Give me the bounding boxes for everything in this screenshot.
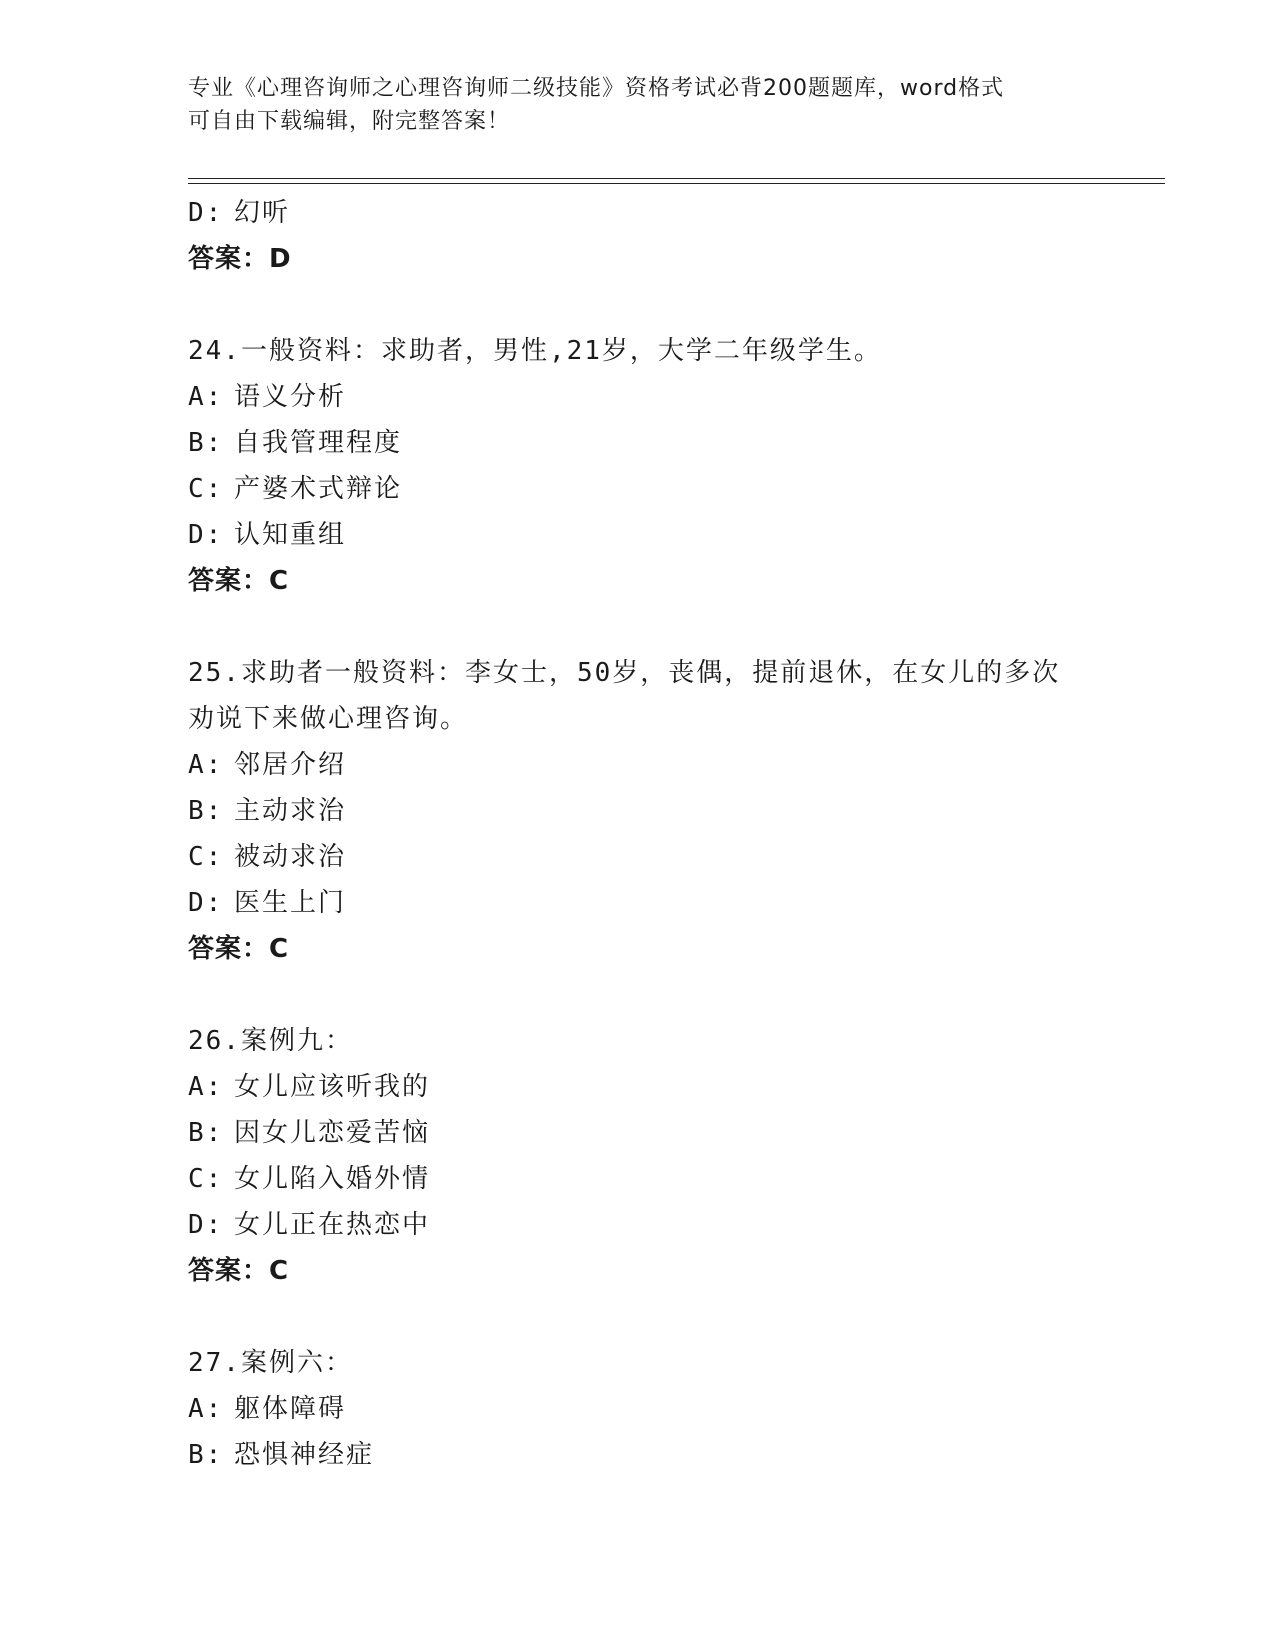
option-b	[188, 420, 1148, 466]
option-b	[188, 788, 1148, 834]
question-24	[188, 328, 1148, 604]
option-letter: A:	[188, 1072, 224, 1102]
option-letter: B:	[188, 1440, 224, 1470]
option-letter: D:	[188, 1210, 224, 1240]
option-letter: C:	[188, 842, 224, 872]
option-text: 被动求治	[234, 842, 347, 872]
option-letter: B:	[188, 428, 224, 458]
spacer	[188, 604, 1148, 650]
option-text: 主动求治	[234, 796, 347, 826]
answer-line: 答案：C	[188, 566, 290, 596]
option-b	[188, 1110, 1148, 1156]
option-text: 女儿应该听我的	[234, 1072, 431, 1102]
option-letter: D:	[188, 198, 224, 228]
option-d	[188, 1202, 1148, 1248]
option-text: 医生上门	[234, 888, 347, 918]
option-text: 女儿陷入婚外情	[234, 1164, 431, 1194]
question-list	[188, 190, 1148, 1478]
option-text: 女儿正在热恋中	[234, 1210, 431, 1240]
question-text: 26.案例九：	[188, 1026, 353, 1056]
document-header	[188, 72, 1088, 138]
option-letter: A:	[188, 1394, 224, 1424]
option-d	[188, 880, 1148, 926]
header-title-line2: 可自由下载编辑，附完整答案！	[188, 109, 511, 134]
option-text: 躯体障碍	[234, 1394, 347, 1424]
spacer	[188, 282, 1148, 328]
question-text: 24.一般资料：求助者，男性,21岁，大学二年级学生。	[188, 336, 882, 366]
option-letter: D:	[188, 520, 224, 550]
answer-line: 答案：C	[188, 1256, 290, 1286]
header-divider-bottom	[188, 183, 1165, 184]
option-a	[188, 1064, 1148, 1110]
option-text: 认知重组	[234, 520, 347, 550]
spacer	[188, 972, 1148, 1018]
question-text	[188, 650, 1088, 742]
option-a	[188, 1386, 1148, 1432]
question-27	[188, 1340, 1148, 1478]
option-letter: C:	[188, 474, 224, 504]
header-title-line1: 专业《心理咨询师之心理咨询师二级技能》资格考试必背200题题库，word格式	[188, 76, 1005, 101]
option-a	[188, 374, 1148, 420]
question-26	[188, 1018, 1148, 1294]
option-letter: A:	[188, 750, 224, 780]
question-text-line2: 劝说下来做心理咨询。	[188, 704, 469, 734]
option-text: 幻听	[234, 198, 291, 228]
option-b	[188, 1432, 1148, 1478]
option-text: 邻居介绍	[234, 750, 347, 780]
option-c	[188, 834, 1148, 880]
option-letter: A:	[188, 382, 224, 412]
option-letter: C:	[188, 1164, 224, 1194]
question-text-line1: 25.求助者一般资料：李女士，50岁，丧偶，提前退休，在女儿的多次	[188, 658, 1061, 688]
option-letter: B:	[188, 796, 224, 826]
option-letter: D:	[188, 888, 224, 918]
option-d	[188, 512, 1148, 558]
option-text: 产婆术式辩论	[234, 474, 403, 504]
option-text: 自我管理程度	[234, 428, 403, 458]
option-text: 恐惧神经症	[234, 1440, 375, 1470]
header-divider-top	[188, 178, 1165, 179]
option-c	[188, 466, 1148, 512]
option-text: 语义分析	[234, 382, 347, 412]
answer-line: 答案：C	[188, 934, 290, 964]
option-a	[188, 742, 1148, 788]
spacer	[188, 1294, 1148, 1340]
option-d	[188, 190, 1148, 236]
question-text: 27.案例六：	[188, 1348, 353, 1378]
answer-line: 答案：D	[188, 244, 292, 274]
option-c	[188, 1156, 1148, 1202]
option-text: 因女儿恋爱苦恼	[234, 1118, 431, 1148]
option-letter: B:	[188, 1118, 224, 1148]
question-25	[188, 650, 1148, 972]
